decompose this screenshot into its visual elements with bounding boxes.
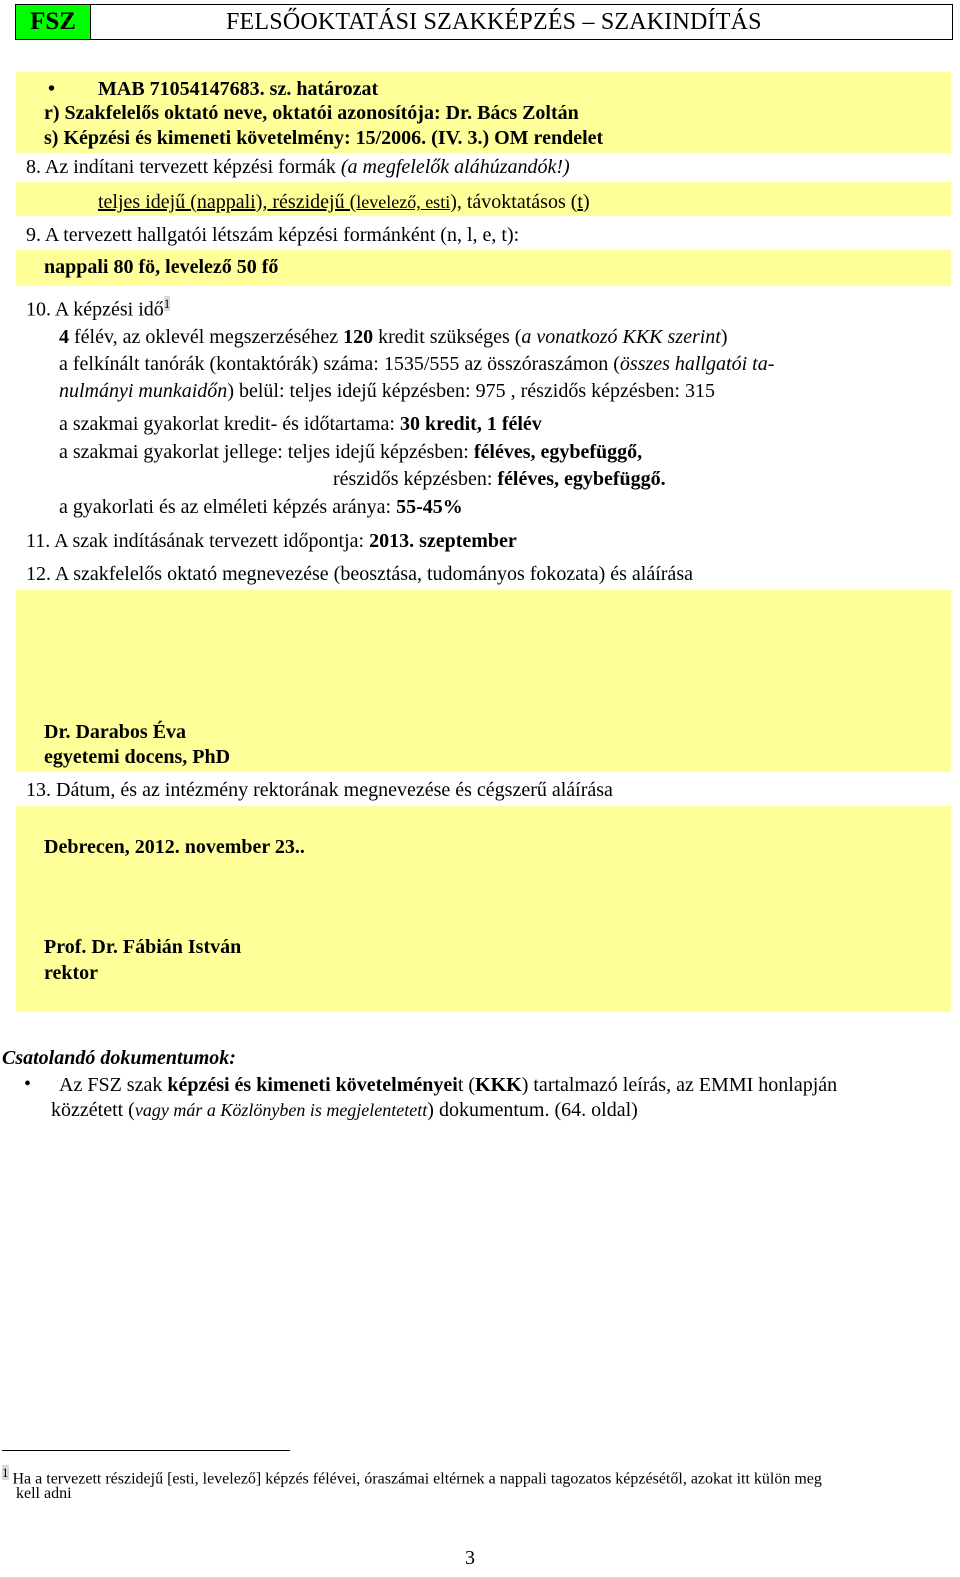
q10-line4: a szakmai gyakorlat kredit- és időtartama: 30 kredit, 1 félév [59,413,542,435]
q10-line2: a felkínált tanórák (kontaktórák) száma: 1535/555 az összóraszámon (összes hallgatói ta- [59,353,775,375]
responsible-lecturer: r) Szakfelelős oktató neve, oktatói azonosítója: Dr. Bács Zoltán [44,102,579,124]
q9-text: 9. A tervezett hallgatói létszám képzési formánként (n, l, e, t): [26,224,520,246]
attachments-line2: közzétett (vagy már a Közlönyben is megjelentetett) dokumentum. (64. oldal) [51,1099,638,1121]
q9-answer: nappali 80 fö, levelező 50 fő [44,256,279,278]
footnote-separator [2,1450,290,1451]
q13-name: Prof. Dr. Fábián István [44,936,242,958]
attachments-heading: Csatolandó dokumentumok: [2,1047,236,1069]
mab-decision: MAB 71054147683. sz. határozat [98,78,379,100]
footnote-line2: kell adni [16,1485,72,1502]
q12-name: Dr. Darabos Éva [44,721,187,743]
q10-text: 10. A képzési idő$^1$ [26,296,171,321]
q8-answer: teljes idejű (nappali), részidejű (levelező, esti), távoktatásos (t) [98,191,590,213]
q10-line7: a gyakorlati és az elméleti képzés aránya: 55-45% [59,496,463,518]
footnote-line1: $^1$ Ha a tervezett részidejű [esti, levelező] képzés félévei, óraszámai eltérnek a nappali tagozatos képzésétől, azokat itt külön meg [2,1465,822,1488]
q13-title: rektor [44,962,99,984]
header-title: FELSŐOKTATÁSI SZAKKÉPZÉS – SZAKINDÍTÁS [226,9,762,35]
footnote-ref: 1 [163,296,171,311]
page-number: 3 [465,1547,475,1569]
page-header [15,4,953,40]
q10-line6: részidős képzésben: féléves, egybefüggő. [333,468,666,490]
q11-text: 11. A szak indításának tervezett időpontja: 2013. szeptember [26,530,517,552]
q8-text: 8. Az indítani tervezett képzési formák (a megfelelők aláhúzandók!) [26,156,570,178]
q10-line1: 4 félév, az oklevél megszerzéséhez 120 kredit szükséges (a vonatkozó KKK szerint) [59,326,728,348]
q13-date: Debrecen, 2012. november 23.. [44,836,305,858]
q10-line5: a szakmai gyakorlat jellege: teljes idejű képzésben: féléves, egybefüggő, [59,441,643,463]
attachments-line1: Az FSZ szak képzési és kimeneti követelményeit (KKK) tartalmazó leírás, az EMMI honlapján [59,1074,838,1096]
fsz-badge: FSZ [16,5,91,39]
attachments-bullet: • [24,1073,32,1095]
kkk-regulation: s) Képzési és kimeneti követelmény: 15/2006. (IV. 3.) OM rendelet [44,127,604,149]
q13-text: 13. Dátum, és az intézmény rektorának megnevezése és cégszerű aláírása [26,779,613,801]
q10-line3: nulmányi munkaidőn) belül: teljes idejű képzésben: 975 , részidős képzésben: 315 [59,380,715,402]
q12-title: egyetemi docens, PhD [44,746,231,768]
q12-text: 12. A szakfelelős oktató megnevezése (beosztása, tudományos fokozata) és aláírása [26,563,693,585]
top-bullet: • [48,78,56,100]
